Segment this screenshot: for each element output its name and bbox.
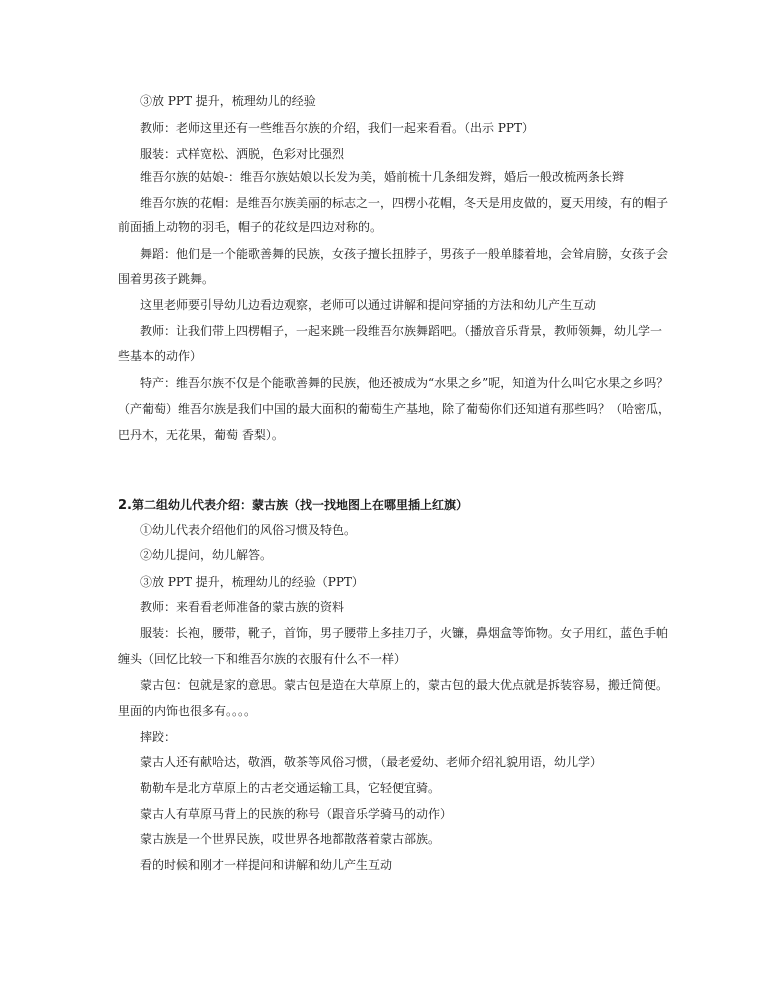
paragraph-line: 蒙古人有草原马背上的民族的称号（跟音乐学骑马的动作） [140,807,453,821]
paragraph-line: 维吾尔族的花帽：是维吾尔族美丽的标志之一，四楞小花帽，冬天是用皮做的，夏天用绫，有的帽子 [140,196,669,210]
paragraph-line: 看的时候和刚才一样提问和讲解和幼儿产生互动 [140,858,393,872]
paragraph-line: 勒勒车是北方草原上的古老交通运输工具，它轻便宜骑。 [140,781,441,795]
paragraph-line: 巴丹木，无花果，葡萄 香梨）。 [118,428,284,442]
paragraph-line: 教师：来看看老师准备的蒙古族的资料 [140,600,345,614]
paragraph-line: ①幼儿代表介绍他们的风俗习惯及特色。 [140,523,357,537]
paragraph-line: 特产：维吾尔族不仅是个能歌善舞的民族，他还被成为“水果之乡”呢，知道为什么叫它水果之乡吗？ [140,376,669,390]
paragraph-line: ②幼儿提问，幼儿解答。 [140,548,273,562]
paragraph-line: 蒙古族是一个世界民族，哎世界各地都散落着蒙古部族。 [140,832,441,846]
paragraph-line: 缠头（回忆比较一下和维吾尔族的衣服有什么不一样） [118,652,407,666]
paragraph-line: 教师：让我们带上四楞帽子，一起来跳一段维吾尔族舞蹈吧。（播放音乐背景，教师领舞，幼儿学一 [140,324,663,338]
paragraph-line: 服装：式样宽松、洒脱，色彩对比强烈 [140,147,345,161]
paragraph-line: 摔跤： [140,730,177,744]
paragraph-line: 里面的内饰也很多有。。。。 [118,704,257,718]
section-number: 2. [118,498,132,513]
paragraph-line: 维吾尔族的姑娘-：维吾尔族姑娘以长发为美，婚前梳十几条细发辫，婚后一般改梳两条长辫 [140,170,625,184]
paragraph-line: （产葡萄）维吾尔族是我们中国的最大面积的葡萄生产基地，除了葡萄你们还知道有那些吗？（哈密瓜， [118,402,671,416]
paragraph-line: 教师：老师这里还有一些维吾尔族的介绍，我们一起来看看。（出示 PPT） [140,121,534,135]
paragraph-line: 这里老师要引导幼儿边看边观察，老师可以通过讲解和提问穿插的方法和幼儿产生互动 [140,298,597,312]
paragraph-line: ③放 PPT 提升，梳理幼儿的经验（PPT） [140,575,364,589]
section-heading [118,498,658,513]
paragraph-line: 些基本的动作） [118,349,203,363]
paragraph-line: 蒙古人还有献哈达，敬酒，敬茶等风俗习惯，（最老爱幼、老师介绍礼貌用语，幼儿学） [140,755,603,769]
section-heading-text: 第二组幼儿代表介绍：蒙古族（找一找地图上在哪里插上红旗） [131,498,468,512]
paragraph-line: 前面插上动物的羽毛，帽子的花纹是四边对称的。 [118,220,383,234]
paragraph-line: ③放 PPT 提升，梳理幼儿的经验 [140,94,316,108]
paragraph-line: 舞蹈：他们是一个能歌善舞的民族，女孩子擅长扭脖子，男孩子一般单膝着地，会耸肩膀，女孩子会 [140,247,669,261]
paragraph-line: 围着男孩子跳舞。 [118,272,215,286]
paragraph-line: 服装：长袍，腰带，靴子，首饰，男子腰带上多挂刀子，火镰，鼻烟盒等饰物。女子用红，蓝色手帕 [140,626,669,640]
paragraph-line: 蒙古包：包就是家的意思。蒙古包是造在大草原上的，蒙古包的最大优点就是拆装容易，搬迁简便。 [140,678,669,692]
